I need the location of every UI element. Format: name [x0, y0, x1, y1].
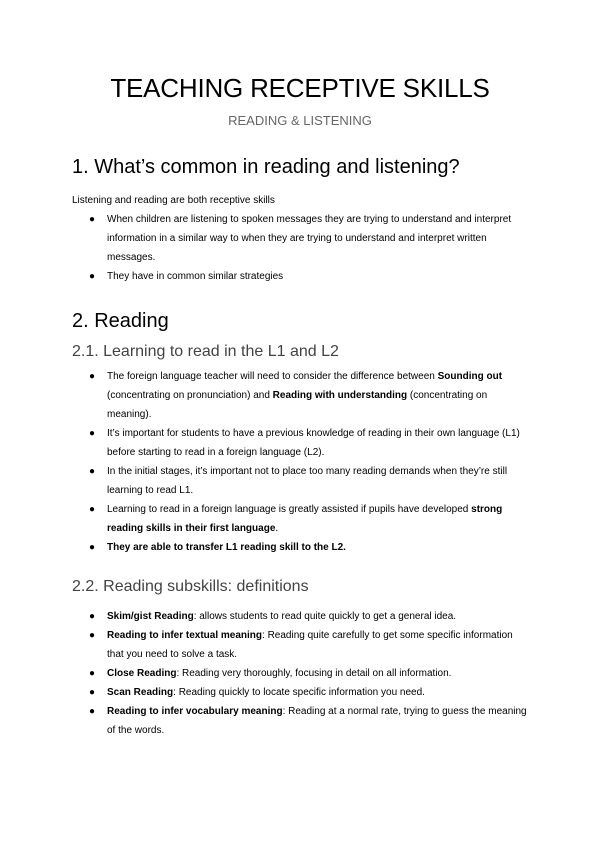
list-item-text: .	[275, 523, 279, 534]
l1-l2-bullet-list	[72, 367, 528, 557]
list-item-text: When children are listening to spoken messages they are trying to understand and interpret information in a similar way to when they are trying to understand and interpret written messages.	[107, 214, 512, 263]
common-bullet-list	[72, 210, 528, 286]
list-item-text: (concentrating on pronunciation) and	[107, 390, 273, 401]
list-item-text: In the initial stages, it’s important not to place too many reading demands when they’re still learning to read L1.	[107, 466, 508, 496]
bold-term-strong-reading-skills: strong reading skills in their first language	[107, 504, 503, 534]
subskill-term: Scan Reading	[107, 687, 174, 698]
bullet-icon: ●	[89, 630, 96, 641]
subskill-term: Reading to infer textual meaning	[107, 630, 263, 641]
subskill-definition: : allows students to read quite quickly to get a general idea.	[193, 611, 457, 622]
bullet-icon: ●	[89, 687, 96, 698]
bullet-icon: ●	[89, 466, 96, 477]
section-heading-reading: 2. Reading	[72, 310, 169, 332]
subsection-heading-l1-l2: 2.1. Learning to read in the L1 and L2	[72, 343, 339, 360]
bullet-icon: ●	[89, 371, 96, 382]
list-item	[72, 683, 528, 702]
list-item	[72, 702, 528, 740]
subskill-definition: : Reading at a normal rate, trying to guess the meaning of the words.	[107, 706, 527, 736]
subskill-definition: : Reading very thoroughly, focusing in detail on all information.	[176, 668, 452, 679]
subskill-term: Reading to infer vocabulary meaning	[107, 706, 283, 717]
list-item	[72, 267, 528, 286]
bullet-icon: ●	[89, 542, 96, 553]
document-title: TEACHING RECEPTIVE SKILLS	[110, 73, 490, 103]
section-heading-common: 1. What’s common in reading and listening?	[72, 156, 460, 178]
subskill-definition: : Reading quickly to locate specific information you need.	[173, 687, 425, 698]
bullet-icon: ●	[89, 428, 96, 439]
list-item	[72, 607, 528, 626]
bullet-icon: ●	[89, 706, 96, 717]
list-item	[72, 367, 528, 424]
list-item	[72, 626, 528, 664]
list-item	[72, 424, 528, 462]
list-item	[72, 538, 528, 557]
list-item-text: They are able to transfer L1 reading skill to the L2.	[107, 542, 346, 553]
subsection-heading-subskills: 2.2. Reading subskills: definitions	[72, 578, 309, 595]
list-item	[72, 664, 528, 683]
list-item	[72, 210, 528, 267]
bold-term-sounding-out: Sounding out	[437, 371, 503, 382]
section-intro-text: Listening and reading are both receptive skills	[72, 195, 275, 206]
list-item-text: They have in common similar strategies	[107, 271, 284, 282]
bullet-icon: ●	[89, 214, 96, 225]
list-item-text: It’s important for students to have a previous knowledge of reading in their own language (L1) before starting to read in a foreign language (L2).	[107, 428, 520, 458]
bullet-icon: ●	[89, 668, 96, 679]
bullet-icon: ●	[89, 611, 96, 622]
document-subtitle: READING & LISTENING	[228, 113, 372, 128]
list-item	[72, 462, 528, 500]
bold-term-reading-with-understanding: Reading with understanding	[272, 390, 408, 401]
subskill-definition: : Reading quite carefully to get some specific information that you need to solve a task.	[107, 630, 513, 660]
subskill-term: Close Reading	[107, 668, 177, 679]
bullet-icon: ●	[89, 504, 96, 515]
subskill-term: Skim/gist Reading	[107, 611, 194, 622]
list-item-text: The foreign language teacher will need to consider the difference between	[107, 371, 438, 382]
bullet-icon: ●	[89, 271, 96, 282]
list-item-text: (concentrating on meaning).	[107, 390, 488, 420]
subskills-bullet-list	[72, 607, 528, 740]
list-item-text: Learning to read in a foreign language is greatly assisted if pupils have developed	[107, 504, 472, 515]
list-item	[72, 500, 528, 538]
